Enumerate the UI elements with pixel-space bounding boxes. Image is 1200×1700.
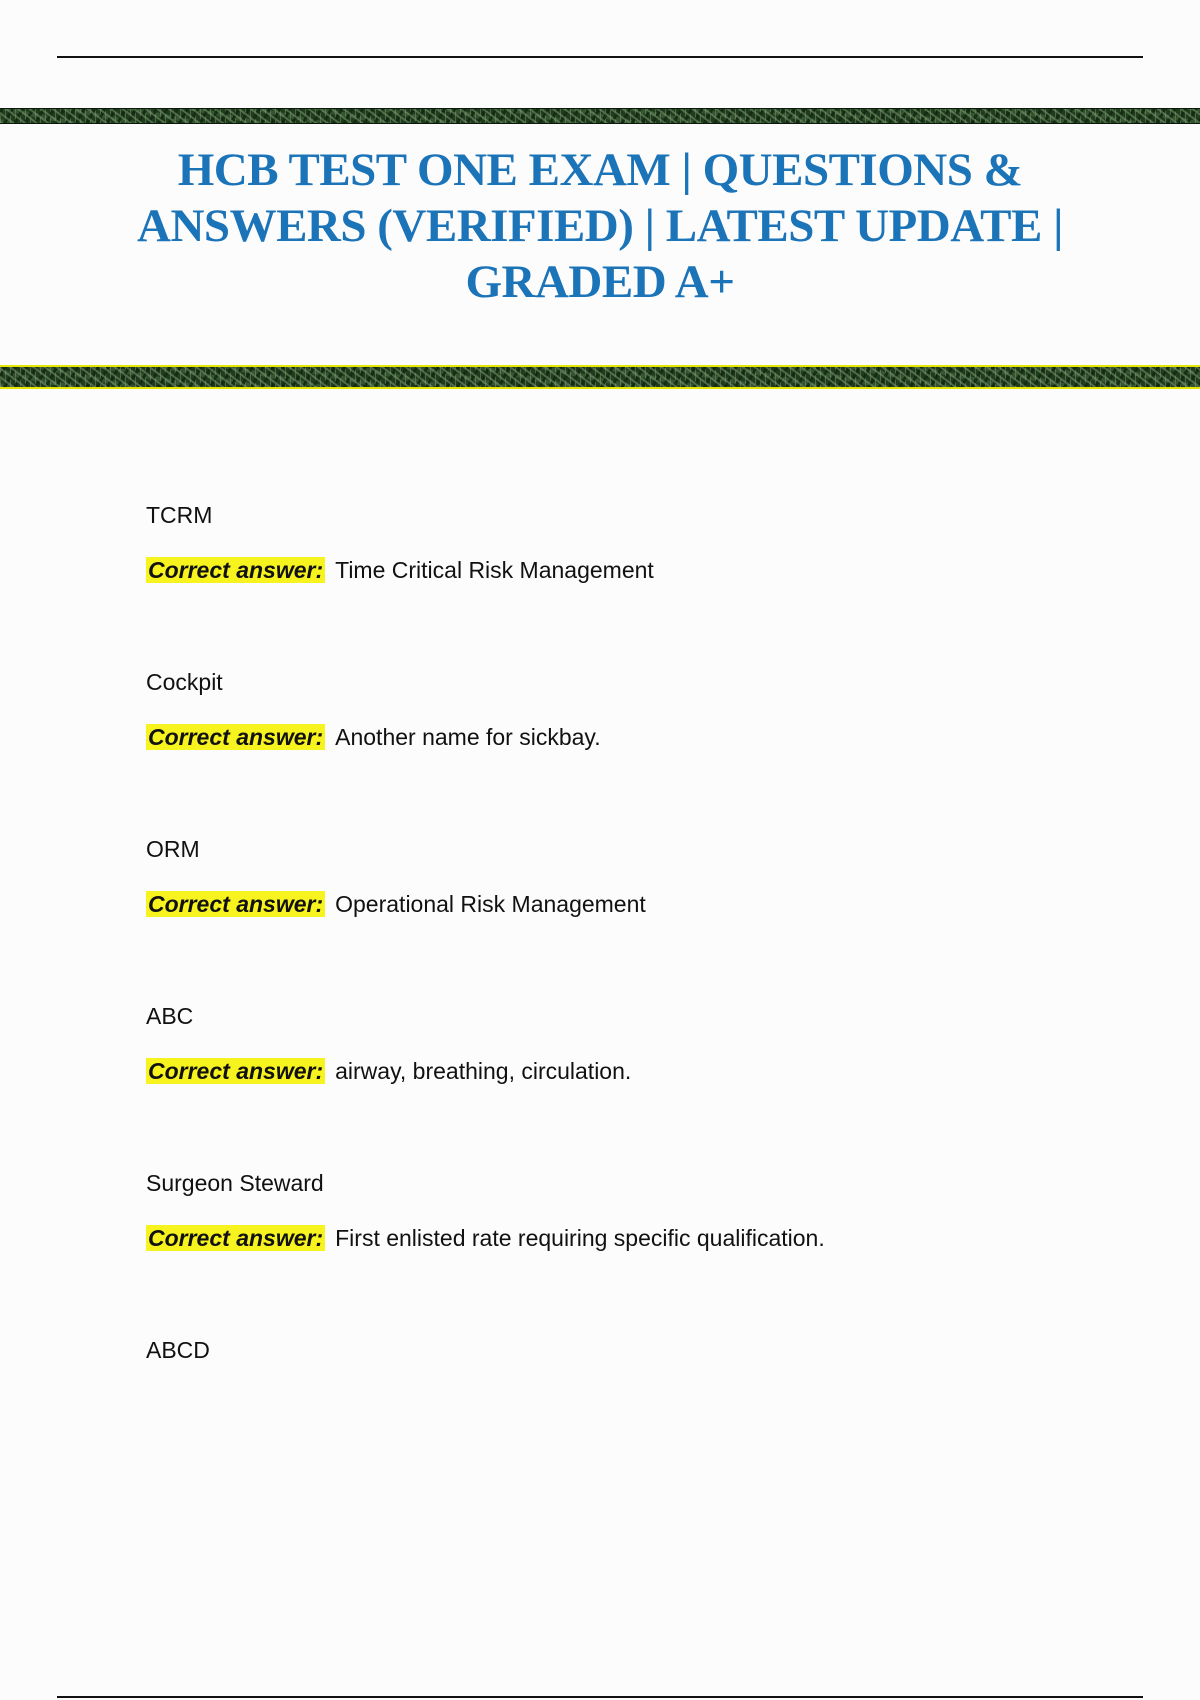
qa-list	[146, 496, 1146, 1498]
answer-row	[146, 555, 654, 585]
answer-text: airway, breathing, circulation.	[335, 1058, 632, 1084]
correct-answer-label: Correct answer:	[148, 557, 324, 583]
correct-answer-label: Correct answer:	[148, 891, 324, 917]
qa-item	[146, 663, 1146, 830]
question-text: Cockpit	[146, 669, 223, 695]
answer-row	[146, 889, 646, 919]
question-text: TCRM	[146, 502, 213, 528]
qa-item	[146, 1164, 1146, 1331]
answer-row	[146, 1223, 825, 1253]
correct-answer-label: Correct answer:	[148, 1058, 324, 1084]
correct-answer-label: Correct answer:	[148, 1225, 324, 1251]
answer-text: Operational Risk Management	[335, 891, 646, 917]
decorative-band-bottom	[0, 365, 1200, 389]
document-title: HCB TEST ONE EXAM | QUESTIONS & ANSWERS (VERIFIED) | LATEST UPDATE | GRADED A+	[137, 144, 1063, 308]
question-text: ABCD	[146, 1337, 210, 1363]
decorative-band-top	[0, 108, 1200, 124]
qa-item	[146, 1331, 1146, 1498]
qa-item	[146, 496, 1146, 663]
answer-text: Time Critical Risk Management	[335, 557, 654, 583]
answer-text: Another name for sickbay.	[335, 724, 601, 750]
header-rule	[57, 56, 1143, 58]
qa-item	[146, 830, 1146, 997]
answer-text: First enlisted rate requiring specific qualification.	[335, 1225, 825, 1251]
correct-answer-label: Correct answer:	[148, 724, 324, 750]
footer-rule	[57, 1696, 1143, 1698]
answer-row	[146, 722, 601, 752]
qa-item	[146, 997, 1146, 1164]
answer-row	[146, 1056, 631, 1086]
question-text: Surgeon Steward	[146, 1170, 324, 1196]
question-text: ORM	[146, 836, 200, 862]
question-text: ABC	[146, 1003, 194, 1029]
